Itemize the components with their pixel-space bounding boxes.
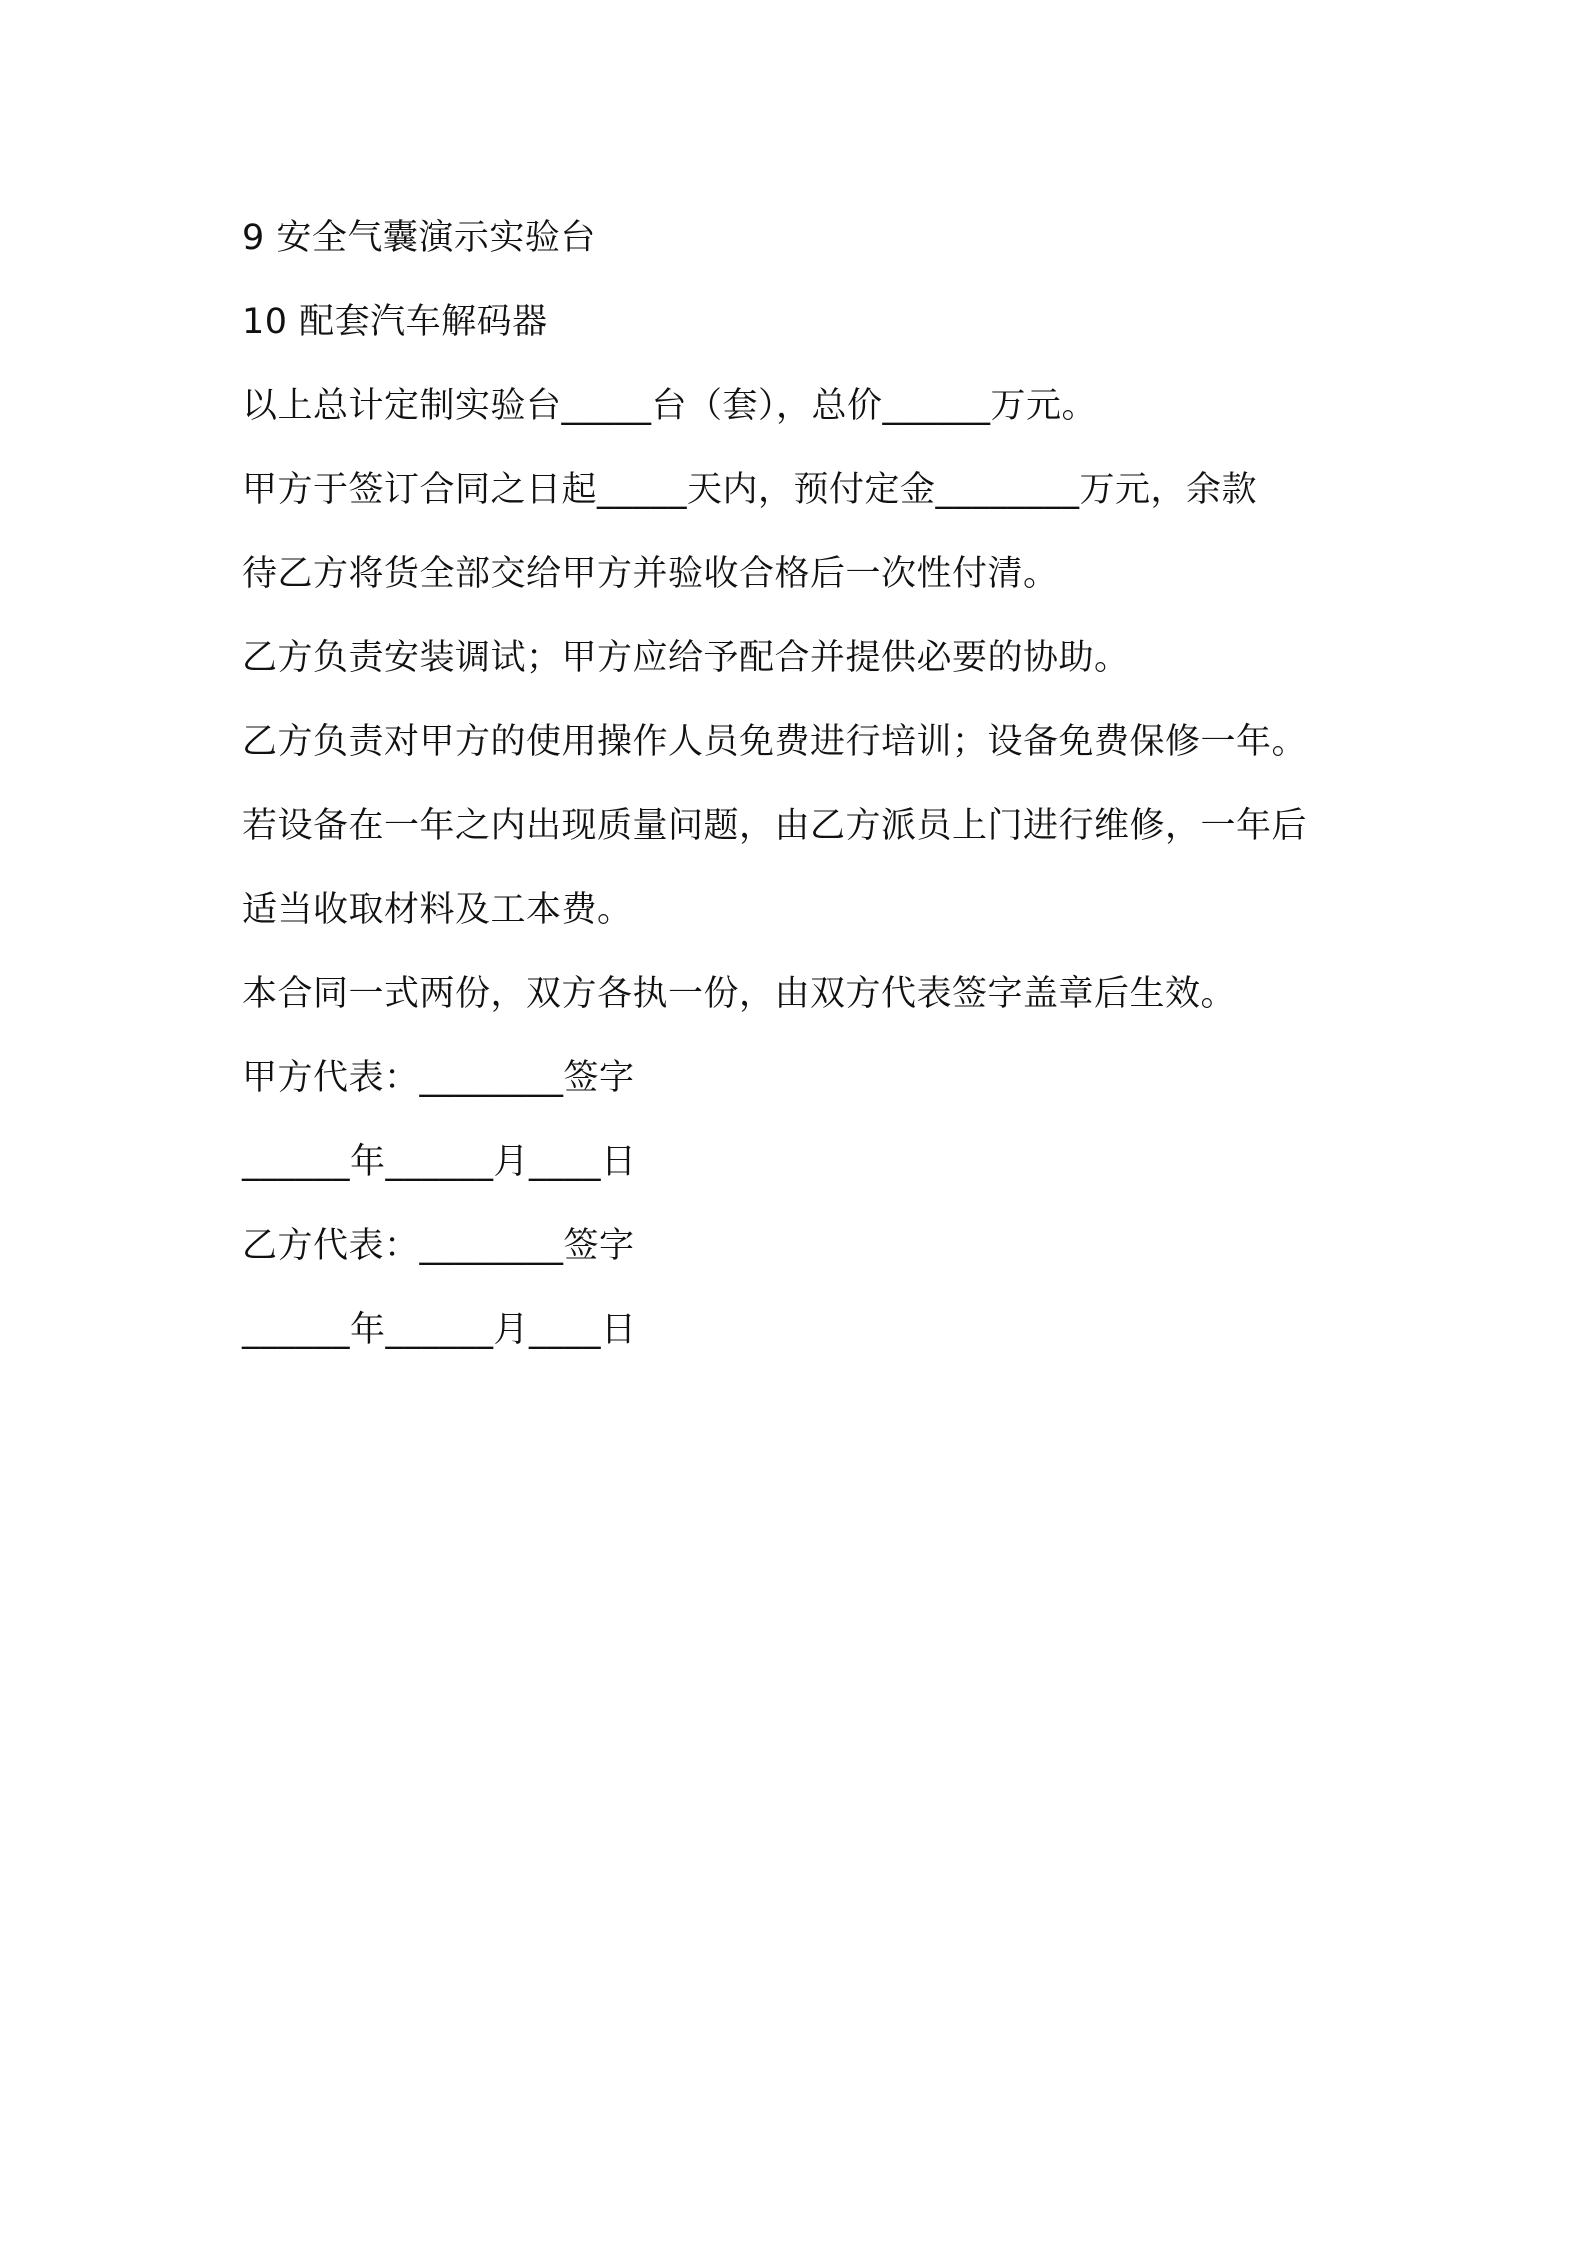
party-b-date: ______年______月____日 bbox=[242, 1310, 637, 1350]
repair-clause-line-2: 适当收取材料及工本费。 bbox=[242, 890, 633, 930]
item-10-car-decoder: 10 配套汽车解码器 bbox=[242, 302, 548, 342]
document-body bbox=[242, 196, 1362, 1372]
effectiveness-clause: 本合同一式两份，双方各执一份，由双方代表签字盖章后生效。 bbox=[242, 974, 1237, 1014]
payment-clause-line-2: 待乙方将货全部交给甲方并验收合格后一次性付清。 bbox=[242, 554, 1059, 594]
item-9-airbag-demo-bench: 9 安全气囊演示实验台 bbox=[242, 218, 596, 258]
payment-clause-line-1: 甲方于签订合同之日起_____天内，预付定金________万元，余款 bbox=[242, 470, 1258, 510]
party-a-signature: 甲方代表：________签字 bbox=[242, 1058, 635, 1098]
party-a-date: ______年______月____日 bbox=[242, 1142, 637, 1182]
repair-clause-line-1: 若设备在一年之内出现质量问题，由乙方派员上门进行维修，一年后 bbox=[242, 806, 1308, 846]
installation-clause: 乙方负责安装调试；甲方应给予配合并提供必要的协助。 bbox=[242, 638, 1130, 678]
training-warranty-clause: 乙方负责对甲方的使用操作人员免费进行培训；设备免费保修一年。 bbox=[242, 722, 1308, 762]
party-b-signature: 乙方代表：________签字 bbox=[242, 1226, 635, 1266]
total-quantity-price-clause: 以上总计定制实验台_____台（套），总价______万元。 bbox=[242, 386, 1098, 426]
